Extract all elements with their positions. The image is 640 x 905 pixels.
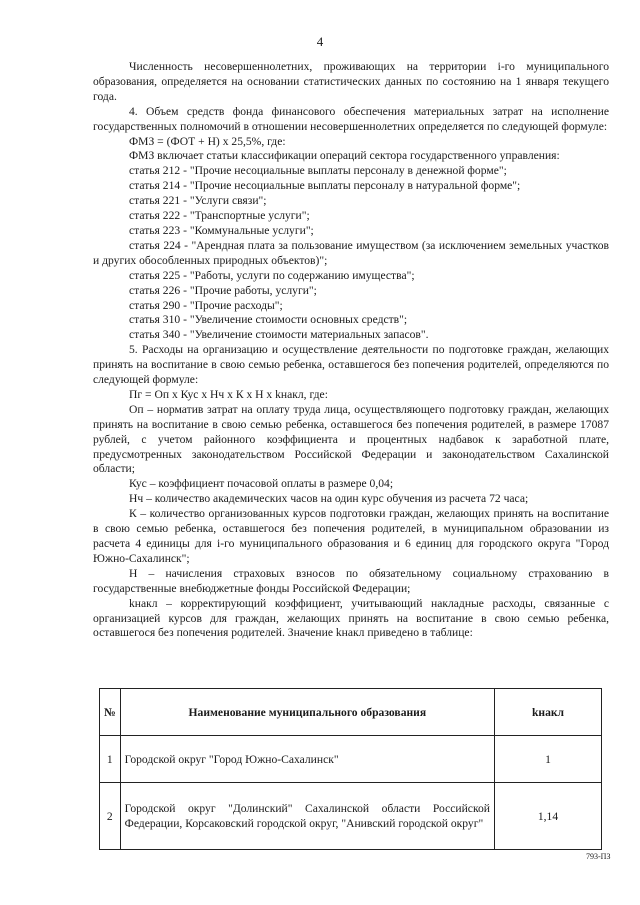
document-body [93,60,609,641]
paragraph: 5. Расходы на организацию и осуществление деятельности по подготовке граждан, желающих принять на воспитание в свою семью ребенка, оставшегося без попечения родителей, определяются по следующей формуле: [93,343,609,387]
definition: Нч – количество академических часов на один курс обучения из расчета 72 часа; [129,492,529,506]
row-number: 1 [100,736,121,783]
article-item: статья 212 - "Прочие несоциальные выплаты персоналу в денежной форме"; [129,164,507,178]
definition: kнакл – корректирующий коэффициент, учитывающий накладные расходы, связанные с организацией курсов для граждан, желающих принять на воспитание в свою семью ребенка, оставшегося без попечения родителей. Значение kнакл приведено в таблице: [93,596,609,640]
formula: ФМЗ = (ФОТ + Н) х 25,5%, где: [129,134,286,148]
article-item: статья 223 - "Коммунальные услуги"; [129,223,314,237]
table-header-row [100,689,602,736]
paragraph: 4. Объем средств фонда финансового обеспечения материальных затрат на исполнение государственных полномочий в отношении несовершеннолетних определяется по следующей формуле: [93,104,609,133]
table-row [100,736,602,783]
document-code: 793-ПЗ [586,852,611,861]
article-item: статья 225 - "Работы, услуги по содержанию имущества"; [129,268,415,282]
article-item: статья 214 - "Прочие несоциальные выплаты персоналу в натуральной форме"; [129,179,521,193]
row-municipality: Городской округ "Долинский" Сахалинской области Российской Федерации, Корсаковский городской округ, "Анивский городской округ" [120,783,494,850]
page-number: 4 [316,34,324,49]
article-item: статья 226 - "Прочие работы, услуги"; [129,283,317,297]
coefficient-table [99,688,602,850]
header-number: № [100,689,121,736]
header-coefficient: kнакл [495,689,602,736]
header-name: Наименование муниципального образования [120,689,494,736]
formula: Пг = Оп х Кус х Нч х К х Н х kнакл, где: [129,387,328,401]
paragraph: ФМЗ включает статьи классификации операций сектора государственного управления: [129,149,560,163]
definition: Н – начисления страховых взносов по обязательному социальному страхованию в государственные внебюджетные фонды Российской Федерации; [93,566,609,595]
article-item: статья 340 - "Увеличение стоимости материальных запасов". [129,328,429,342]
definition: К – количество организованных курсов подготовки граждан, желающих принять на воспитание в свою семью ребенка, оставшегося без попечения родителей, в муниципальном образовании из расчета 4 единицы для i-го муниципального образования и 6 единиц для городского округа "Город Южно-Сахалинск"; [93,507,609,565]
article-item: статья 222 - "Транспортные услуги"; [129,209,310,223]
table-row [100,783,602,850]
row-coefficient: 1,14 [495,783,602,850]
article-item: статья 224 - "Арендная плата за пользование имуществом (за исключением земельных участков и других обособленных природных объектов)"; [93,238,609,267]
paragraph: Численность несовершеннолетних, проживающих на территории i-го муниципального образования, определяется на основании статистических данных по состоянию на 1 января текущего года. [93,60,609,103]
article-item: статья 310 - "Увеличение стоимости основных средств"; [129,313,408,327]
row-municipality: Городской округ "Город Южно-Сахалинск" [120,736,494,783]
article-item: статья 290 - "Прочие расходы"; [129,298,283,312]
row-coefficient: 1 [495,736,602,783]
definition: Оп – норматив затрат на оплату труда лица, осуществляющего подготовку граждан, желающих принять на воспитание в свою семью ребенка, оставшегося без попечения родителей, в размере 17087 рублей, с учетом районного коэффициента и процентных надбавок к заработной плате, предусмотренных законодательством Российской Федерации и законодательством Сахалинской области; [93,402,609,476]
row-number: 2 [100,783,121,850]
article-item: статья 221 - "Услуги связи"; [129,194,267,208]
definition: Кус – коэффициент почасовой оплаты в размере 0,04; [129,477,394,491]
